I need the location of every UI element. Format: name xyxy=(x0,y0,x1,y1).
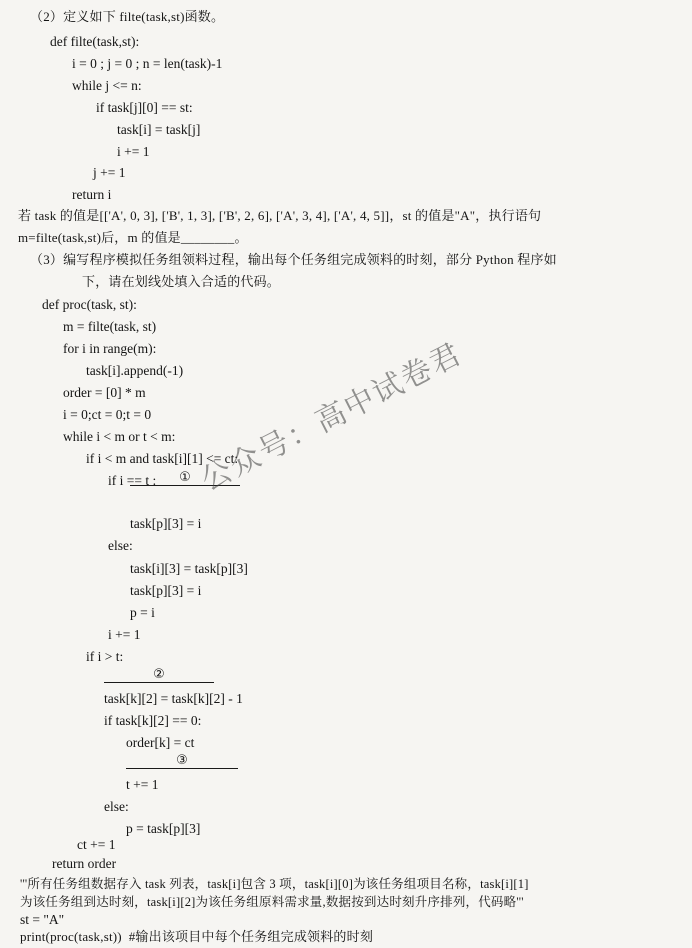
code-line: p = task[p][3] xyxy=(126,821,201,836)
code-line: else: xyxy=(108,538,133,553)
code-line: task[i][3] = task[p][3] xyxy=(130,561,248,576)
question-text: m=filte(task,st)后，m 的值是________。 xyxy=(18,230,248,245)
code-line: j += 1 xyxy=(93,165,126,180)
comment-text: 为该任务组到达时刻，task[i][2]为该任务组原料需求量,数据按到达时刻升序排列，代码略''' xyxy=(20,895,524,909)
code-line: p = i xyxy=(130,605,155,620)
code-line: task[p][3] = i xyxy=(130,516,202,531)
code-line: order = [0] * m xyxy=(63,385,146,400)
code-line: order[k] = ct xyxy=(126,735,195,750)
answer-blank-2[interactable] xyxy=(104,666,214,683)
code-line: m = filte(task, st) xyxy=(63,319,157,334)
code-line: for i in range(m): xyxy=(63,341,157,356)
code-line: if i < m and task[i][1] <= ct: xyxy=(86,451,239,466)
st-assignment: st = "A" xyxy=(20,912,65,927)
code-line: task[i] = task[j] xyxy=(117,122,201,137)
code-line: task[i].append(-1) xyxy=(86,363,184,378)
code-line: i += 1 xyxy=(108,627,141,642)
code-line: task[p][3] = i xyxy=(130,583,202,598)
code-line: ct += 1 xyxy=(77,837,116,852)
blank-number: ② xyxy=(153,667,165,682)
comment-text: '''所有任务组数据存入 task 列表，task[i]包含 3 项，task[i][0]为该任务组项目名称，task[i][1] xyxy=(20,877,529,891)
blank-number: ③ xyxy=(176,753,188,768)
section2-heading: （2）定义如下 filte(task,st)函数。 xyxy=(30,9,225,24)
code-line: if i == t : xyxy=(108,473,157,488)
blank-number: ① xyxy=(179,470,191,485)
code-line: else: xyxy=(104,799,129,814)
section3-heading: 下，请在划线处填入合适的代码。 xyxy=(82,274,281,289)
code-line: def filte(task,st): xyxy=(50,34,140,49)
code-line: if task[k][2] == 0: xyxy=(104,713,202,728)
code-line: t += 1 xyxy=(126,777,159,792)
code-line: return i xyxy=(72,187,112,202)
code-line: task[k][2] = task[k][2] - 1 xyxy=(104,691,243,706)
code-line: i += 1 xyxy=(117,144,150,159)
question-text: 若 task 的值是[['A', 0, 3], ['B', 1, 3], ['B', 2, 6], ['A', 3, 4], ['A', 4, 5]]，st 的值是"A"，执行语句 xyxy=(18,208,542,223)
code-line: if i > t: xyxy=(86,649,124,664)
code-line: if task[j][0] == st: xyxy=(96,100,193,115)
answer-blank-3[interactable] xyxy=(126,752,238,769)
code-line: i = 0;ct = 0;t = 0 xyxy=(63,407,152,422)
code-line: return order xyxy=(52,856,117,871)
code-line: i = 0 ; j = 0 ; n = len(task)-1 xyxy=(72,56,223,71)
watermark-text: 公众号：高中试卷君 xyxy=(195,336,469,499)
code-line: while j <= n: xyxy=(72,78,142,93)
code-line: while i < m or t < m: xyxy=(63,429,176,444)
code-line: def proc(task, st): xyxy=(42,297,137,312)
section3-heading: （3）编写程序模拟任务组领料过程，输出每个任务组完成领料的时刻，部分 Python 程序如 xyxy=(30,252,557,267)
print-statement: print(proc(task,st)) #输出该项目中每个任务组完成领料的时刻 xyxy=(20,929,374,944)
